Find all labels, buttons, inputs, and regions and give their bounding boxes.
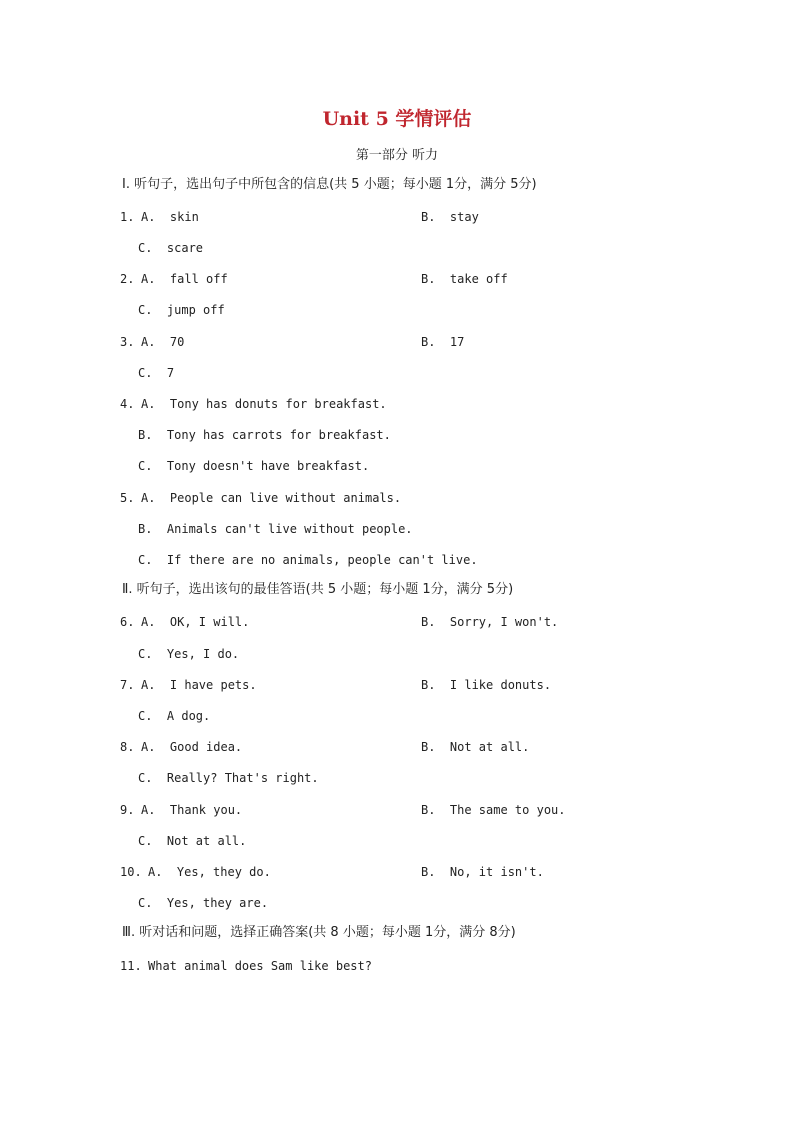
option-b: B. Sorry, I won't. (421, 615, 559, 629)
question-number: 7. (120, 678, 135, 692)
option-c: C. A dog. (138, 709, 211, 723)
option-a: A. I have pets. (141, 678, 257, 692)
question-stem: What animal does Sam like best? (148, 959, 372, 973)
option-c: C. Yes, they are. (138, 896, 269, 910)
option-b: B. The same to you. (421, 803, 566, 817)
option-a: A. Yes, they do. (148, 865, 271, 879)
section-heading-2: Ⅱ. 听句子，选出该句的最佳答语(共 5 小题；每小题 1分，满分 5分) (122, 582, 514, 597)
question-number: 6. (120, 615, 135, 629)
option-a: A. People can live without animals. (141, 491, 402, 505)
option-c: C. If there are no animals, people can't live. (138, 553, 478, 567)
question-number: 3. (120, 335, 135, 349)
option-c: C. 7 (138, 366, 175, 380)
option-a: A. Thank you. (141, 803, 243, 817)
option-c: C. Tony doesn't have breakfast. (138, 459, 370, 473)
option-b: B. Animals can't live without people. (138, 522, 413, 536)
question-number: 9. (120, 803, 135, 817)
option-b: B. No, it isn't. (421, 865, 544, 879)
question-number: 2. (120, 272, 135, 286)
option-c: C. Really? That's right. (138, 771, 319, 785)
option-a: A. Tony has donuts for breakfast. (141, 397, 387, 411)
option-b: B. Tony has carrots for breakfast. (138, 428, 391, 442)
option-c: C. Yes, I do. (138, 647, 240, 661)
question-number: 4. (120, 397, 135, 411)
page-subtitle: 第一部分 听力 (355, 148, 439, 163)
option-a: A. skin (141, 210, 199, 224)
page-title: Unit 5 学情评估 (322, 108, 472, 130)
question-number: 11. (120, 959, 142, 973)
section-heading-3: Ⅲ. 听对话和问题，选择正确答案(共 8 小题；每小题 1分，满分 8分) (122, 925, 516, 940)
option-a: A. 70 (141, 335, 185, 349)
question-number: 10. (120, 865, 142, 879)
option-a: A. Good idea. (141, 740, 243, 754)
option-b: B. 17 (421, 335, 465, 349)
section-heading-1: Ⅰ. 听句子，选出句子中所包含的信息(共 5 小题；每小题 1分，满分 5分) (122, 177, 537, 192)
option-b: B. take off (421, 272, 508, 286)
option-b: B. stay (421, 210, 479, 224)
question-number: 1. (120, 210, 135, 224)
option-b: B. Not at all. (421, 740, 530, 754)
option-a: A. OK, I will. (141, 615, 250, 629)
question-number: 5. (120, 491, 135, 505)
question-number: 8. (120, 740, 135, 754)
option-c: C. Not at all. (138, 834, 247, 848)
option-c: C. scare (138, 241, 204, 255)
option-b: B. I like donuts. (421, 678, 552, 692)
option-c: C. jump off (138, 303, 225, 317)
option-a: A. fall off (141, 272, 228, 286)
